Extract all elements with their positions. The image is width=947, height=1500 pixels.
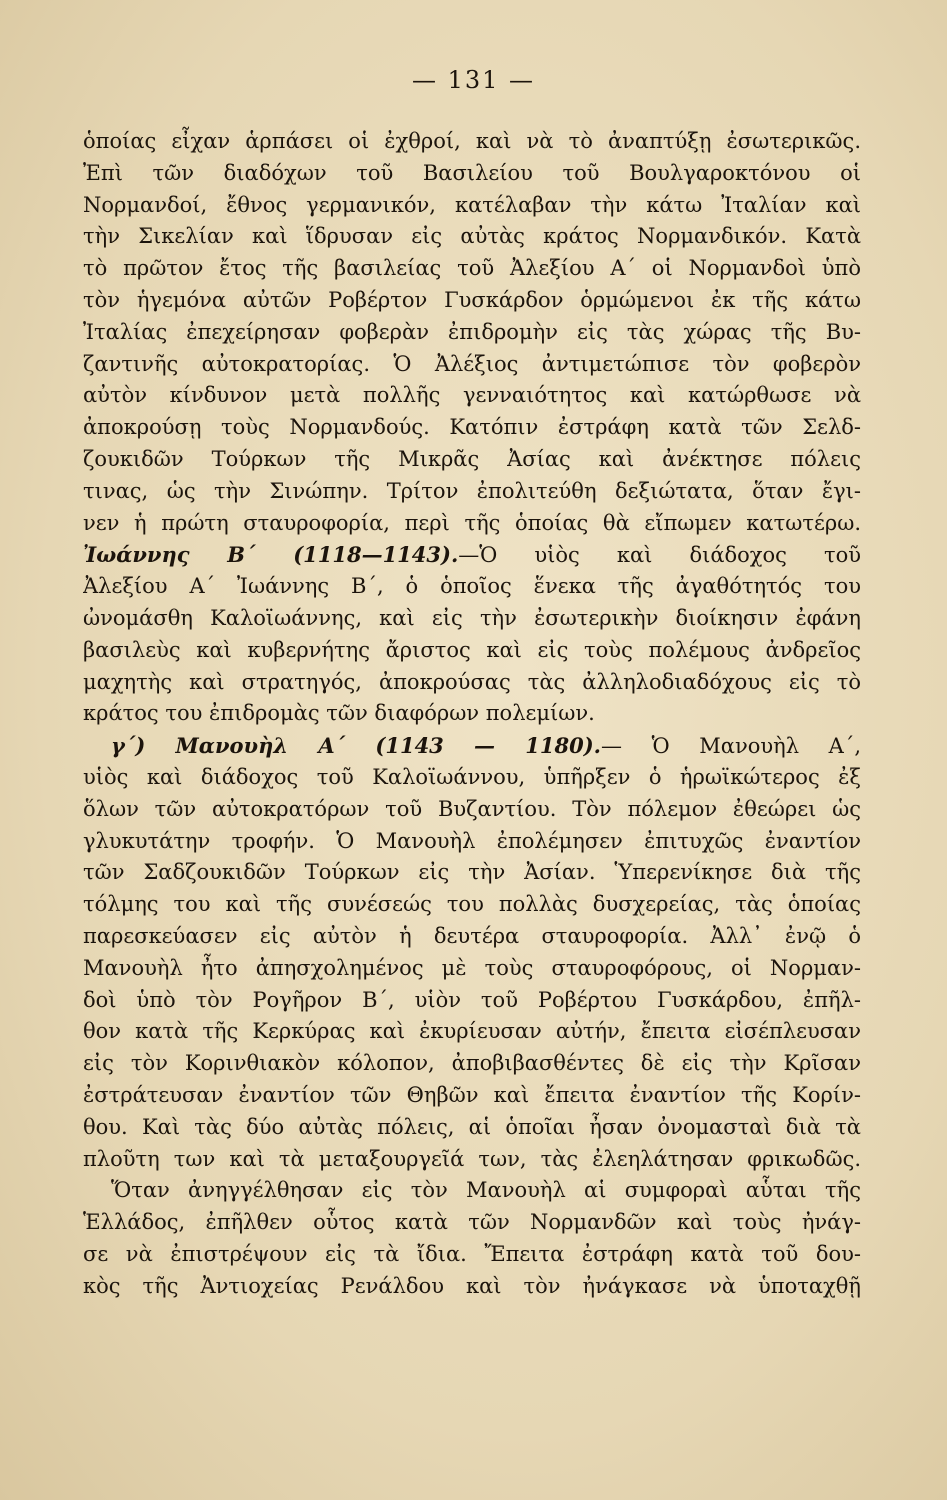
text-line	[83, 476, 861, 508]
line-text: Μανουὴλ ἦτο ἀπησχολημένος μὲ τοὺς σταυροφόρους, οἱ Νορμαν-	[83, 955, 861, 980]
text-line	[83, 1175, 861, 1207]
section-heading: γ΄) Μανουὴλ Α΄ (1143 — 1180).	[111, 733, 601, 759]
line-text: Ἑλλάδος, ἐπῆλθεν οὗτος κατὰ τῶν Νορμανδῶν καὶ τοὺς ἠνάγ-	[83, 1210, 861, 1235]
line-text: αὐτὸν κίνδυνον μετὰ πολλῆς γενναιότητος καὶ κατώρθωσε νὰ	[83, 383, 861, 408]
text-line	[83, 380, 861, 412]
text-line	[83, 317, 861, 349]
text-line	[83, 253, 861, 285]
line-text: εἰς τὸν Κορινθιακὸν κόλοπον, ἀποβιβασθέντες δὲ εἰς τὴν Κρῖσαν	[83, 1051, 861, 1076]
line-text: τόλμης του καὶ τῆς συνέσεώς του πολλὰς δυσχερείας, τὰς ὁποίας	[83, 892, 861, 917]
text-line	[83, 571, 861, 603]
text-line	[83, 1271, 861, 1303]
text-line	[83, 667, 861, 699]
text-line	[83, 190, 861, 222]
text-line	[83, 285, 861, 317]
line-text: θον κατὰ τῆς Κερκύρας καὶ ἐκυρίευσαν αὐτήν, ἔπειτα εἰσέπλευσαν	[83, 1019, 861, 1044]
line-text: νεν ἡ πρώτη σταυροφορία, περὶ τῆς ὁποίας θὰ εἴπωμεν κατωτέρω.	[83, 510, 861, 535]
line-text: σε νὰ ἐπιστρέψουν εἰς τὰ ἴδια. Ἔπειτα ἐστράφη κατὰ τοῦ δου-	[83, 1241, 861, 1266]
line-text: Νορμανδοί, ἔθνος γερμανικόν, κατέλαβαν τὴν κάτω Ἰταλίαν καὶ	[83, 192, 861, 217]
line-text: ὅλων τῶν αὐτοκρατόρων τοῦ Βυζαντίου. Τὸν πόλεμον ἐθεώρει ὡς	[83, 796, 861, 821]
text-line	[83, 508, 861, 540]
section-heading: Ἰωάννης Β΄ (1118—1143).	[83, 542, 459, 568]
text-line	[83, 221, 861, 253]
line-text: ζαντινῆς αὐτοκρατορίας. Ὁ Ἀλέξιος ἀντιμετώπισε τὸν φοβερὸν	[83, 351, 861, 376]
text-line	[83, 539, 861, 571]
line-text: κράτος του ἐπιδρομὰς τῶν διαφόρων πολεμίων.	[83, 701, 595, 726]
line-text: τὸν ἡγεμόνα αὐτῶν Ροβέρτον Γυσκάρδον ὁρμώμενοι ἐκ τῆς κάτω	[83, 287, 861, 312]
text-line	[83, 1239, 861, 1271]
line-text: μαχητὴς καὶ στρατηγός, ἀποκρούσας τὰς ἀλληλοδιαδόχους εἰς τὸ	[83, 669, 861, 694]
text-line	[83, 349, 861, 381]
line-text: τινας, ὡς τὴν Σινώπην. Τρίτον ἐπολιτεύθη δεξιώτατα, ὅταν ἔγι-	[83, 478, 861, 503]
line-text: ζουκιδῶν Τούρκων τῆς Μικρᾶς Ἀσίας καὶ ἀνέκτησε πόλεις	[83, 446, 861, 471]
text-line	[83, 826, 861, 858]
text-line	[83, 635, 861, 667]
line-text: —Ὁ υἱὸς καὶ διάδοχος τοῦ	[458, 543, 861, 568]
text-line	[83, 1048, 861, 1080]
line-text: Ἀλεξίου Α΄ Ἰωάννης Β΄, ὁ ὁποῖος ἕνεκα τῆς ἀγαθότητός του	[83, 574, 861, 599]
text-line	[83, 444, 861, 476]
line-text: Ἐπὶ τῶν διαδόχων τοῦ Βασιλείου τοῦ Βουλγαροκτόνου οἱ	[83, 160, 861, 185]
line-text: ἐστράτευσαν ἐναντίον τῶν Θηβῶν καὶ ἔπειτα ἐναντίον τῆς Κορίν-	[83, 1082, 861, 1107]
text-line	[83, 762, 861, 794]
body-text	[83, 126, 861, 1302]
text-line	[83, 1080, 861, 1112]
text-line	[83, 126, 861, 158]
text-line	[83, 1207, 861, 1239]
line-text: ἀποκρούσῃ τοὺς Νορμανδούς. Κατόπιν ἐστράφη κατὰ τῶν Σελδ-	[83, 415, 861, 440]
line-text: θου. Καὶ τὰς δύο αὐτὰς πόλεις, αἱ ὁποῖαι ἦσαν ὀνομασταὶ διὰ τὰ	[83, 1114, 861, 1139]
text-line	[83, 730, 861, 762]
line-text: τῶν Σαδζουκιδῶν Τούρκων εἰς τὴν Ἀσίαν. Ὑπερενίκησε διὰ τῆς	[83, 860, 861, 885]
text-line	[83, 1016, 861, 1048]
text-line	[83, 1112, 861, 1144]
line-text: βασιλεὺς καὶ κυβερνήτης ἄριστος καὶ εἰς τοὺς πολέμους ἀνδρεῖος	[83, 637, 861, 662]
line-text: κὸς τῆς Ἀντιοχείας Ρενάλδου καὶ τὸν ἠνάγκασε νὰ ὑποταχθῇ	[83, 1273, 861, 1298]
line-text: ὠνομάσθη Καλοϊωάννης, καὶ εἰς τὴν ἐσωτερικὴν διοίκησιν ἐφάνη	[83, 605, 861, 630]
line-text: πλοῦτη των καὶ τὰ μεταξουργεῖά των, τὰς ἐλεηλάτησαν φρικωδῶς.	[83, 1146, 861, 1171]
line-text: — Ὁ Μανουὴλ Α΄,	[601, 734, 861, 759]
text-line	[83, 921, 861, 953]
text-line	[83, 603, 861, 635]
line-text: τὴν Σικελίαν καὶ ἵδρυσαν εἰς αὐτὰς κράτος Νορμανδικόν. Κατὰ	[83, 224, 861, 249]
line-text: υἱὸς καὶ διάδοχος τοῦ Καλοϊωάννου, ὑπῆρξεν ὁ ἡρωϊκώτερος ἐξ	[83, 764, 861, 789]
line-text: παρεσκεύασεν εἰς αὐτὸν ἡ δευτέρα σταυροφορία. Ἀλλ᾽ ἐνῷ ὁ	[83, 923, 861, 948]
line-text: τὸ πρῶτον ἔτος τῆς βασιλείας τοῦ Ἀλεξίου Α΄ οἱ Νορμανδοὶ ὑπὸ	[83, 256, 861, 281]
line-text: Ἰταλίας ἐπεχείρησαν φοβερὰν ἐπιδρομὴν εἰς τὰς χώρας τῆς Βυ-	[83, 319, 861, 344]
text-line	[83, 953, 861, 985]
line-text: δοὶ ὑπὸ τὸν Ρογῆρον Β΄, υἱὸν τοῦ Ροβέρτου Γυσκάρδου, ἐπῆλ-	[83, 987, 861, 1012]
text-line	[83, 889, 861, 921]
text-line	[83, 412, 861, 444]
text-line	[83, 985, 861, 1017]
line-text: γλυκυτάτην τροφήν. Ὁ Μανουὴλ ἐπολέμησεν ἐπιτυχῶς ἐναντίον	[83, 828, 861, 853]
text-line	[83, 698, 861, 730]
page-number: — 131 —	[411, 66, 536, 94]
text-line	[83, 794, 861, 826]
text-line	[83, 1144, 861, 1176]
text-line	[83, 158, 861, 190]
line-text: ὁποίας εἶχαν ἁρπάσει οἱ ἐχθροί, καὶ νὰ τὸ ἀναπτύξῃ ἐσωτερικῶς.	[83, 129, 861, 153]
text-line	[83, 857, 861, 889]
line-text: Ὅταν ἀνηγγέλθησαν εἰς τὸν Μανουὴλ αἱ συμφοραὶ αὗται τῆς	[111, 1178, 861, 1203]
